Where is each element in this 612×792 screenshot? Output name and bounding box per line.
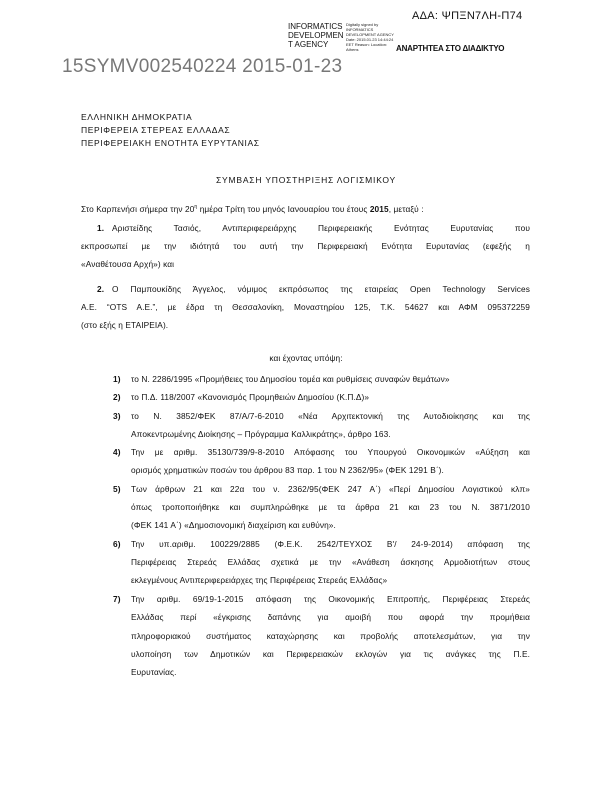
intro-text: Στο Καρπενήσι σήμερα την 20: [81, 204, 195, 214]
item-number: 4): [113, 447, 121, 457]
considering-heading: και έχοντας υπόψη:: [269, 353, 343, 363]
item-number: 3): [113, 411, 121, 421]
item-line: υλοποίηση των Δημοτικών και Περιφερειακών εκλογών για τις ανάγκες της Π.Ε.: [131, 649, 530, 659]
document-number: 15SYMV002540224 2015-01-23: [62, 56, 343, 77]
intro-text: ημέρα Τρίτη του μηνός Ιανουαρίου του έτους: [197, 204, 370, 214]
item-line: το Ν. 2286/1995 «Προμήθειες του Δημοσίου τομέα και ρυθμίσεις συναφών θεμάτων»: [131, 374, 450, 384]
item-line: Ελλάδας περί «έγκρισης δαπάνης για αμοιβή που αφορά την προμήθεια: [131, 612, 530, 622]
party-line: Αριστείδης Τασιός, Αντιπεριφερειάρχης Περιφερειακής Ενότητας Ευρυτανίας που: [112, 223, 530, 233]
item-line: Την υπ.αριθμ. 100229/2885 (Φ.Ε.Κ. 2542/ΤΕΥΧΟΣ Β'/ 24-9-2014) απόφαση της: [131, 539, 530, 549]
item-number: 6): [113, 539, 121, 549]
intro-sup: η: [194, 204, 198, 211]
party-line: (στο εξής η ΕΤΑΙΡΕΙΑ).: [81, 320, 169, 330]
item-line: Των άρθρων 21 και 22α του ν. 2362/95(ΦΕΚ 247 Α΄) «Περί Δημοσίου Λογιστικού κλπ»: [131, 484, 530, 494]
digital-signature-details: Digitally signed by INFORMATICS DEVELOPMENT AGENCY Date: 2015.01.23 14:44:24 EET Reason: Location: Athens: [346, 22, 394, 52]
item-line: Ευρυτανίας.: [131, 667, 177, 677]
item-line: εκλεγμένους Αντιπεριφερειάρχες της Περιφέρειας Στερεάς Ελλάδας»: [131, 575, 388, 585]
signer-name: INFORMATICS DEVELOPMEN T AGENCY: [288, 22, 344, 49]
authority-line: ΕΛΛΗΝΙΚΗ ΔΗΜΟΚΡΑΤΙΑ: [81, 112, 193, 122]
party-line: «Αναθέτουσα Αρχή») και: [81, 259, 175, 269]
item-line: το Ν. 3852/ΦΕΚ 87/Α/7-6-2010 «Νέα Αρχιτεκτονική της Αυτοδιοίκησης και της: [131, 411, 530, 421]
intro-text: , μεταξύ :: [388, 204, 424, 214]
item-line: το Π.Δ. 118/2007 «Κανονισμός Προμηθειών Δημοσίου (Κ.Π.Δ)»: [131, 392, 370, 402]
party-line: A.E. “OTS A.E.”, με έδρα τη Θεσσαλονίκη, Μοναστηρίου 125, Τ.Κ. 54627 και ΑΦΜ 095372259: [81, 302, 530, 312]
party-number: 2.: [97, 284, 105, 294]
party-line: Ο Παμπουκίδης Άγγελος, νόμιμος εκπρόσωπος της εταιρείας Open Technology Services: [112, 284, 530, 294]
item-line: Περιφέρειας Στερεάς Ελλάδας σχετικά με την «Ανάθεση άσκησης Αρμοδιοτήτων στους: [131, 557, 530, 567]
publish-stamp: ΑΝΑΡΤΗΤΕΑ ΣΤΟ ΔΙΑΔΙΚΤΥΟ: [396, 44, 505, 53]
item-line: Την αριθμ. 69/19-1-2015 απόφαση της Οικονομικής Επιτροπής, Περιφέρειας Στερεάς: [131, 594, 530, 604]
party-line: εκπροσωπεί με την ιδιότητά του αυτή την Περιφερειακή Ενότητα Ευρυτανίας (εφεξής η: [81, 241, 530, 251]
ada-code: ΑΔΑ: ΨΠΞΝ7ΛΗ-Π74: [412, 10, 523, 22]
item-number: 7): [113, 594, 121, 604]
item-line: όπως τροποποιήθηκε και συμπληρώθηκε με τα άρθρα 21 και 23 του Ν. 3871/2010: [131, 502, 530, 512]
party-number: 1.: [97, 223, 105, 233]
contract-title: ΣΥΜΒΑΣΗ ΥΠΟΣΤΗΡΙΞΗΣ ΛΟΓΙΣΜΙΚΟΥ: [215, 175, 397, 185]
item-number: 5): [113, 484, 121, 494]
item-number: 1): [113, 374, 121, 384]
item-number: 2): [113, 392, 121, 402]
intro-year: 2015: [369, 204, 389, 214]
item-line: πληροφοριακού συστήματος καταχώρησης και προβολής αποτελεσμάτων, για την: [131, 631, 530, 641]
intro-line: [81, 204, 424, 214]
item-line: ορισμός χρηματικών ποσών του άρθρου 83 παρ. 1 του Ν 2362/95» (ΦΕΚ 1291 Β΄).: [131, 465, 444, 475]
item-line: (ΦΕΚ 141 Α΄) «Δημοσιονομική διαχείριση και ευθύνη».: [131, 520, 336, 530]
authority-line: ΠΕΡΙΦΕΡΕΙΑ ΣΤΕΡΕΑΣ ΕΛΛΑΔΑΣ: [81, 125, 231, 135]
authority-line: ΠΕΡΙΦΕΡΕΙΑΚΗ ΕΝΟΤΗΤΑ ΕΥΡΥΤΑΝΙΑΣ: [81, 138, 260, 148]
item-line: Την με αριθμ. 35130/739/9-8-2010 Απόφασης του Υπουργού Οικονομικών «Αύξηση και: [131, 447, 530, 457]
item-line: Αποκεντρωμένης Διοίκησης – Πρόγραμμα Καλλικράτης», άρθρο 163.: [131, 429, 391, 439]
